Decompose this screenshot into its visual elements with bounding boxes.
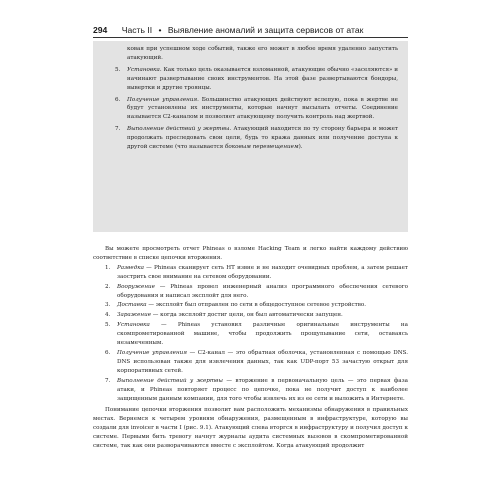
section-title: Выявление аномалий и защита сервисов от атак	[167, 25, 364, 35]
list-item	[105, 377, 408, 404]
box-item-number: 6.	[115, 96, 121, 103]
list-item-term: Вооружение	[117, 283, 155, 290]
list-item-number: 6.	[105, 349, 111, 356]
box-item-term: Получение управления	[127, 96, 198, 103]
list-item-number: 1.	[105, 264, 111, 271]
list-item-text: — Phineas провел инженерный анализ программного обеспечения сетевого оборудования и написал эксплойт для него.	[117, 283, 408, 299]
box-item-term: Выполнение действий у жертвы	[127, 126, 230, 133]
intro-paragraph: Вы можете просмотреть отчет Phineas о взломе Hacking Team и легко найти каждому действию соответствие в списке цепочки вторжения.	[93, 246, 408, 261]
list-item-term: Заражение	[117, 312, 152, 319]
list-item-text: — Phineas сканирует сеть HT извне и не находит очевидных проблем, а затем решает заострить свое внимание на сетевом оборудовании.	[117, 264, 408, 280]
list-item	[105, 283, 408, 301]
list-item-text: — эксплойт был отправлен по сети в общедоступное сетевое устройство.	[146, 302, 367, 309]
list-item	[105, 349, 408, 376]
list-item-term: Доставка	[117, 302, 147, 309]
box-item-text-2: ).	[298, 144, 303, 151]
box-item-term-2: боковым перемещением	[224, 144, 299, 151]
shaded-box	[93, 41, 408, 232]
box-list-item	[115, 125, 398, 152]
running-head	[93, 23, 408, 37]
header-separator: •	[158, 25, 162, 35]
list-item-number: 4.	[105, 312, 111, 319]
box-item-number: 7.	[115, 126, 121, 133]
list-item	[105, 311, 408, 320]
list-item-term: Выполнение действий у жертвы	[117, 377, 223, 384]
list-item-text: — когда эксплойт достиг цели, он был автоматически запущен.	[151, 312, 343, 319]
list-item	[105, 264, 408, 282]
header-rule	[93, 37, 408, 38]
closing-paragraph: Понимание цепочки вторжения позволит вам расположить механизмы обнаружения в правильных местах. Вернемся к четырем уровням обнаружения, размещенным в инфраструктуре, которую вы создали для invoicer в части I (рис. 9.1). Атакующий слева вторгся в инфраструктуру и получил доступ к системе. Первыми бить тревогу начнут журналы аудита системных вызовов в скомпрометированной системе, так как они разворачиваются вместе с эксплойтом. Когда атакующий продолжит	[93, 407, 408, 450]
list-item-term: Установка	[117, 322, 150, 329]
box-continuation: ковая при успешном ходе событий, также его может в любое время удаленно запустить атакующий.	[127, 46, 398, 61]
box-item-text: . Большинство атакующих действуют вслепую, пока в жертве не будут установлены их инструменты, которые начнут высылать отчеты. Соединение называется C2-каналом и позволяет атакующему получить контроль над жертвой.	[127, 96, 398, 121]
list-item-text: — Phineas установил различные оригинальные инструменты на скомпрометированной машине, чтобы продолжить прощупывание сети, оставаясь незамеченным.	[117, 322, 408, 347]
list-item-term: Разведка	[117, 264, 144, 271]
body-text	[93, 245, 408, 451]
list-item-number: 3.	[105, 302, 111, 309]
box-item-text: . Атакующий находится по ту сторону барьера и может продолжать преследовать свои цели, будь то кража данных или получение доступа к другой системе (что называется	[127, 126, 398, 151]
list-item-term: Получение управления	[117, 349, 187, 356]
box-item-term: Установка	[127, 66, 160, 73]
kill-chain-list	[93, 264, 408, 404]
box-list-item	[115, 96, 398, 123]
list-item-text: — C2-канал — это обратная оболочка, установленная с помощью DNS. DNS использован также для извлечения данных, так как UDP-порт 53 зачастую открыт для корпоративных сетей.	[117, 349, 408, 374]
page-number: 294	[93, 25, 108, 35]
list-item-number: 2.	[105, 283, 111, 290]
box-item-text: . Как только цель оказывается взломанной, атакующие обычно «заселяются» и начинают развертывание своих инструментов. На этой фазе развертываются бондоры, вывертки и другие троянцы.	[127, 66, 398, 91]
list-item-number: 5.	[105, 322, 111, 329]
part-label: Часть II	[121, 25, 153, 35]
list-item	[105, 321, 408, 348]
list-item-text: — вторжение в первоначальную цель — это первая фаза атаки, и Phineas повторяет процесс по цепочке, пока не получит доступ к наиболее защищенным данным компании, для того чтобы извлечь их из ее сети и выложить в Интернете.	[117, 377, 409, 402]
list-item	[105, 301, 408, 310]
list-item-number: 7.	[105, 377, 111, 384]
box-list-item	[115, 66, 398, 93]
box-item-number: 5.	[115, 66, 121, 73]
